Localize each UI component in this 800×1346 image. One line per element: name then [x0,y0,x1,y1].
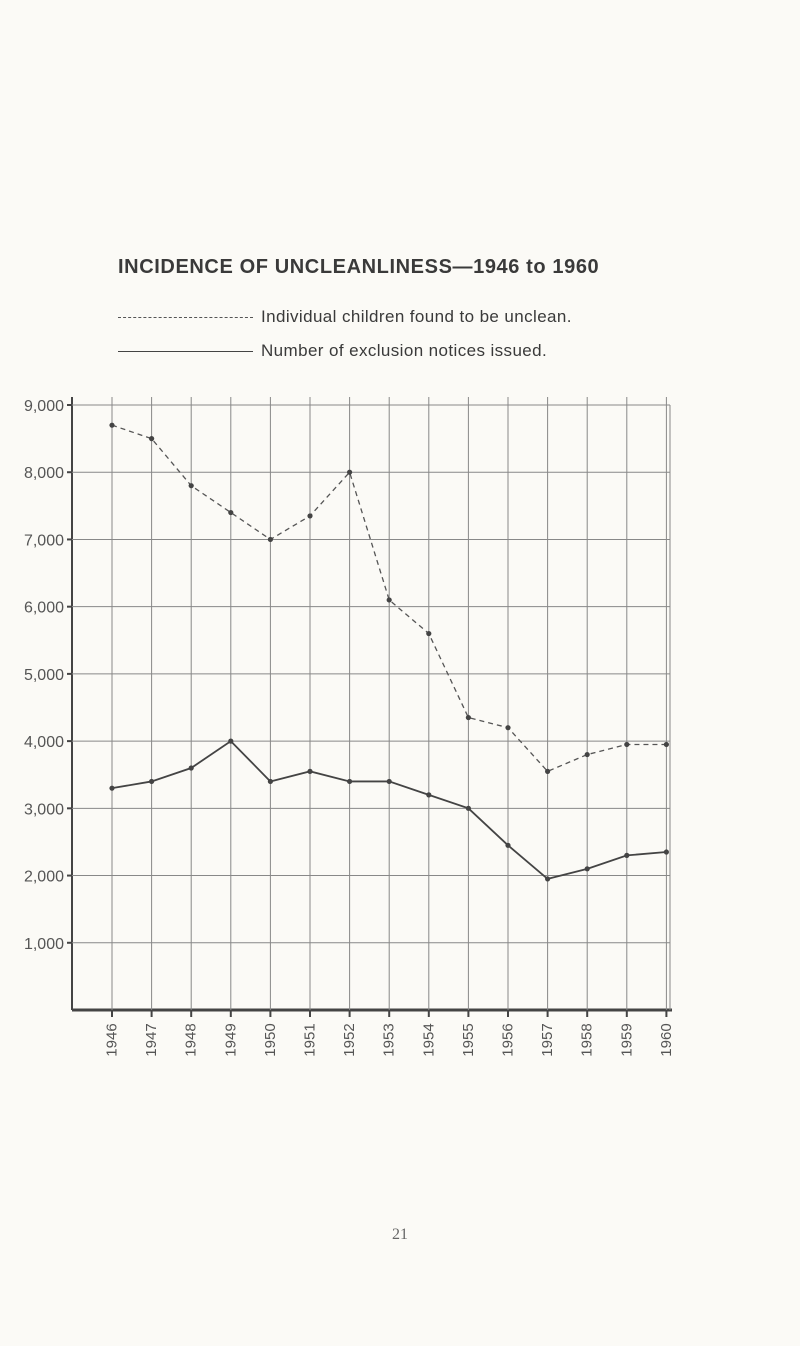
data-point-exclusion-notices [149,779,154,784]
x-tick-label: 1948 [182,1023,200,1057]
x-tick-label: 1952 [341,1023,359,1057]
y-tick-label: 9,000 [23,398,64,415]
data-point-children-unclean [585,752,590,757]
data-point-children-unclean [624,742,629,747]
data-point-exclusion-notices [585,866,590,871]
data-point-exclusion-notices [347,779,352,784]
data-point-children-unclean [149,436,154,441]
data-point-exclusion-notices [466,806,471,811]
legend-item-children [118,306,572,328]
legend-label-children: Individual children found to be unclean. [261,307,572,326]
data-point-children-unclean [347,470,352,475]
line-chart [0,380,800,1100]
x-tick-label: 1949 [222,1023,240,1057]
data-point-children-unclean [268,537,273,542]
y-tick-label: 7,000 [23,532,64,550]
legend-dashed-line-swatch [118,317,253,318]
x-tick-label: 1954 [420,1023,438,1057]
data-point-exclusion-notices [228,739,233,744]
y-tick-label: 5,000 [23,666,64,684]
data-point-children-unclean [426,631,431,636]
page-number: 21 [392,1226,408,1243]
x-tick-label: 1953 [380,1023,398,1057]
data-point-children-unclean [228,510,233,515]
legend-solid-line-swatch [118,351,253,352]
x-tick-label: 1955 [459,1023,477,1057]
data-point-exclusion-notices [426,792,431,797]
x-tick-label: 1960 [657,1023,675,1057]
y-tick-label: 3,000 [23,801,64,819]
data-point-exclusion-notices [109,786,114,791]
data-point-children-unclean [505,725,510,730]
data-point-exclusion-notices [624,853,629,858]
y-tick-label: 2,000 [23,868,64,886]
data-point-children-unclean [109,423,114,428]
chart-title: INCIDENCE OF UNCLEANLINESS—1946 to 1960 [118,256,600,278]
legend-item-exclusion [118,340,547,362]
x-tick-label: 1947 [143,1023,161,1057]
x-tick-label: 1956 [499,1023,517,1057]
data-point-exclusion-notices [387,779,392,784]
data-point-children-unclean [307,513,312,518]
data-point-exclusion-notices [268,779,273,784]
x-tick-label: 1957 [539,1023,557,1057]
legend-label-exclusion: Number of exclusion notices issued. [261,341,548,360]
data-point-exclusion-notices [545,876,550,881]
y-tick-label: 8,000 [23,465,64,483]
data-point-children-unclean [545,769,550,774]
y-tick-label: 1,000 [23,935,64,953]
x-tick-label: 1950 [261,1023,279,1057]
data-point-children-unclean [387,597,392,602]
x-tick-label: 1946 [103,1023,121,1057]
x-tick-label: 1959 [618,1023,636,1057]
data-point-exclusion-notices [307,769,312,774]
x-tick-label: 1951 [301,1023,319,1057]
data-point-children-unclean [664,742,669,747]
data-point-exclusion-notices [505,843,510,848]
y-tick-label: 6,000 [23,599,64,617]
data-point-exclusion-notices [664,849,669,854]
data-point-exclusion-notices [189,765,194,770]
data-point-children-unclean [466,715,471,720]
data-point-children-unclean [189,483,194,488]
x-tick-label: 1958 [578,1023,596,1057]
y-tick-label: 4,000 [23,734,64,752]
